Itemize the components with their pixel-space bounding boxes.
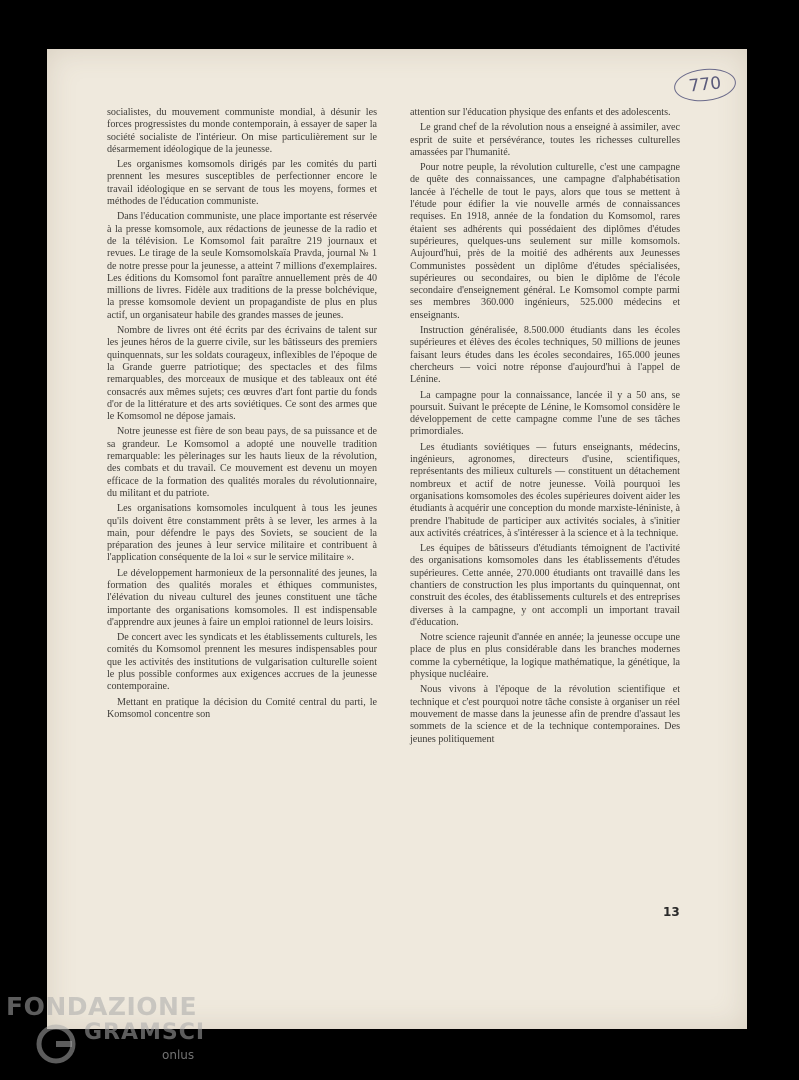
paragraph: De concert avec les syndicats et les établissements culturels, les comités du Komsomol prennent les mesures indispensables pour que les activités des institutions de vulgarisation culturelle soient le plus possible conformes aux exigences accrues de la jeunesse contemporaine. (107, 632, 377, 693)
watermark-line3: onlus (162, 1048, 195, 1062)
paragraph: Dans l'éducation communiste, une place importante est réservée à la presse komsomole, aux rédactions de jeunesse de la radio et de la télévision. Le Komsomol fait paraître 219 journaux et revues. Le tirage de la seule Komsomolskaïa Pravda, journal № 1 de notre presse pour la jeunesse, a atteint 7 millions d'exemplaires. Les éditions du Komsomol font paraître annuellement près de 40 millions de livres. Fidèle aux traditions de la presse bolchévique, la presse komsomole devient un propagandiste de plus en plus actif, un organisateur habile des grandes masses de jeunes. (107, 211, 377, 321)
paragraph: socialistes, du mouvement communiste mondial, à désunir les forces progressistes du monde contemporain, à essayer de saper la société socialiste de l'intérieur. On mise particulièrement sur le désarmement idéologique de la jeunesse. (107, 107, 377, 155)
paragraph: Le grand chef de la révolution nous a enseigné à assimiler, avec esprit de suite et persévérance, toutes les richesses culturelles amassées par l'humanité. (410, 122, 680, 158)
paragraph: Pour notre peuple, la révolution culturelle, c'est une campagne de quête des connaissances, une campagne d'alphabétisation lancée à l'échelle de tout le pays, alors que tous se mettent à l'étude pour édifier la vie nouvelle armés de connaissances requises. En 1918, année de la fondation du Komsomol, rares étaient ses adhérents qui possédaient des diplômes d'études supérieures, quelques-uns seulement sur mille komsomols. Aujourd'hui, près de la moitié des adhérents aux Jeunesses Communistes possèdent un diplôme d'études spécialisées, supérieures ou secondaires, ou bien le diplôme de l'école secondaire d'enseignement général. Le Komsomol compte parmi ses membres 360.000 ingénieurs, 525.000 médecins et enseignants. (410, 162, 680, 321)
watermark (6, 992, 236, 1072)
paragraph: Instruction généralisée, 8.500.000 étudiants dans les écoles supérieures et élèves des écoles techniques, 50 millions de jeunes faisant leurs études dans les écoles secondaires, 165.000 jeunes chercheurs — voici notre réponse d'aujourd'hui à l'appel de Lénine. (410, 325, 680, 386)
right-column (410, 107, 680, 749)
gramsci-logo-icon (34, 1022, 78, 1066)
paragraph: attention sur l'éducation physique des enfants et des adolescents. (410, 107, 671, 118)
paragraph: Notre jeunesse est fière de son beau pays, de sa puissance et de sa grandeur. Le Komsomol a adopté une nouvelle tradition remarquable: les pèlerinages sur les hauts lieux de la révolution, des combats et du travail. Ce mouvement est devenu un moyen efficace de la formation des qualités morales du révolutionnaire, du militant et du patriote. (107, 426, 377, 499)
paragraph: Nombre de livres ont été écrits par des écrivains de talent sur les jeunes héros de la guerre civile, sur les bâtisseurs des premiers quinquennats, sur les soldats courageux, inflexibles de l'époque de la Grande guerre patriotique; des spectacles et des films remarquables, des morceaux de musique et des tableaux ont été consacrés aux mêmes sujets; ces œuvres d'art font partie du fonds d'or de la littérature et des arts soviétiques. Ce sont des armes que le Komsomol ne dépose jamais. (107, 325, 377, 423)
document-page (47, 49, 747, 1029)
paragraph: Les organisations komsomoles inculquent à tous les jeunes qu'ils doivent être constamment prêts à se lever, les armes à la main, pour défendre le pays des Soviets, se soucient de la préparation des jeunes à leur service militaire et contribuent à l'application conséquente de la loi « sur le service militaire ». (107, 503, 377, 564)
paragraph: Les équipes de bâtisseurs d'étudiants témoignent de l'activité des organisations komsomoles dans les établissements d'études supérieures. Cette année, 270.000 étudiants ont travaillé dans les chantiers de construction les plus importants du quinquennat, ont construit des écoles, des établissements culturels et des entreprises diverses à la campagne, y ont accompli un important travail d'éducation. (410, 543, 680, 628)
watermark-line2: GRAMSCI (84, 1020, 206, 1045)
paragraph: Notre science rajeunit d'année en année; la jeunesse occupe une place de plus en plus considérable dans les branches modernes comme la cybernétique, la logique mathématique, la génétique, la physique nucléaire. (410, 632, 680, 681)
paragraph: Les organismes komsomols dirigés par les comités du parti prennent les mesures susceptibles de perfectionner encore le travail idéologique en se servant de tous les moyens, formes et méthodes de l'éducation communiste. (107, 159, 377, 208)
paragraph: Nous vivons à l'époque de la révolution scientifique et technique et c'est pourquoi notre tâche consiste à organiser un réel mouvement de masse dans la jeunesse afin de prendre d'assaut les sommets de la science et de la technique contemporaines. Des jeunes politiquement (410, 684, 680, 745)
paragraph: La campagne pour la connaissance, lancée il y a 50 ans, se poursuit. Suivant le précepte de Lénine, le Komsomol considère le développement de cette campagne comme l'une de ses tâches primordiales. (410, 389, 680, 438)
archive-stamp (672, 66, 737, 104)
page-number: 13 (663, 905, 680, 919)
paragraph: Le développement harmonieux de la personnalité des jeunes, la formation des qualités morales et éthiques communistes, l'élévation du niveau culturel des jeunes constituent une tâche importante des organisations komsomoles. Il est indispensable d'apprendre aux jeunes à faire un emploi rationnel de leurs loisirs. (107, 567, 377, 628)
paragraph: Mettant en pratique la décision du Comité central du parti, le Komsomol concentre son (107, 696, 377, 720)
stamp-number: 770 (687, 73, 723, 97)
paragraph: Les étudiants soviétiques — futurs enseignants, médecins, ingénieurs, agronomes, directeurs d'usine, scientifiques, représentants des milieux culturels — constituent un détachement nombreux et actif de notre jeunesse. Voilà pourquoi les organisations komsomoles des écoles supérieures doivent aider les étudiants à acquérir une conception du monde marxiste-léniniste, à prendre l'habitude de participer aux activités sociales, à s'initier aux activités créatrices, à s'intéresser à la science et à la technique. (410, 441, 680, 539)
watermark-line1: FONDAZIONE (6, 992, 198, 1021)
left-column (107, 107, 377, 724)
